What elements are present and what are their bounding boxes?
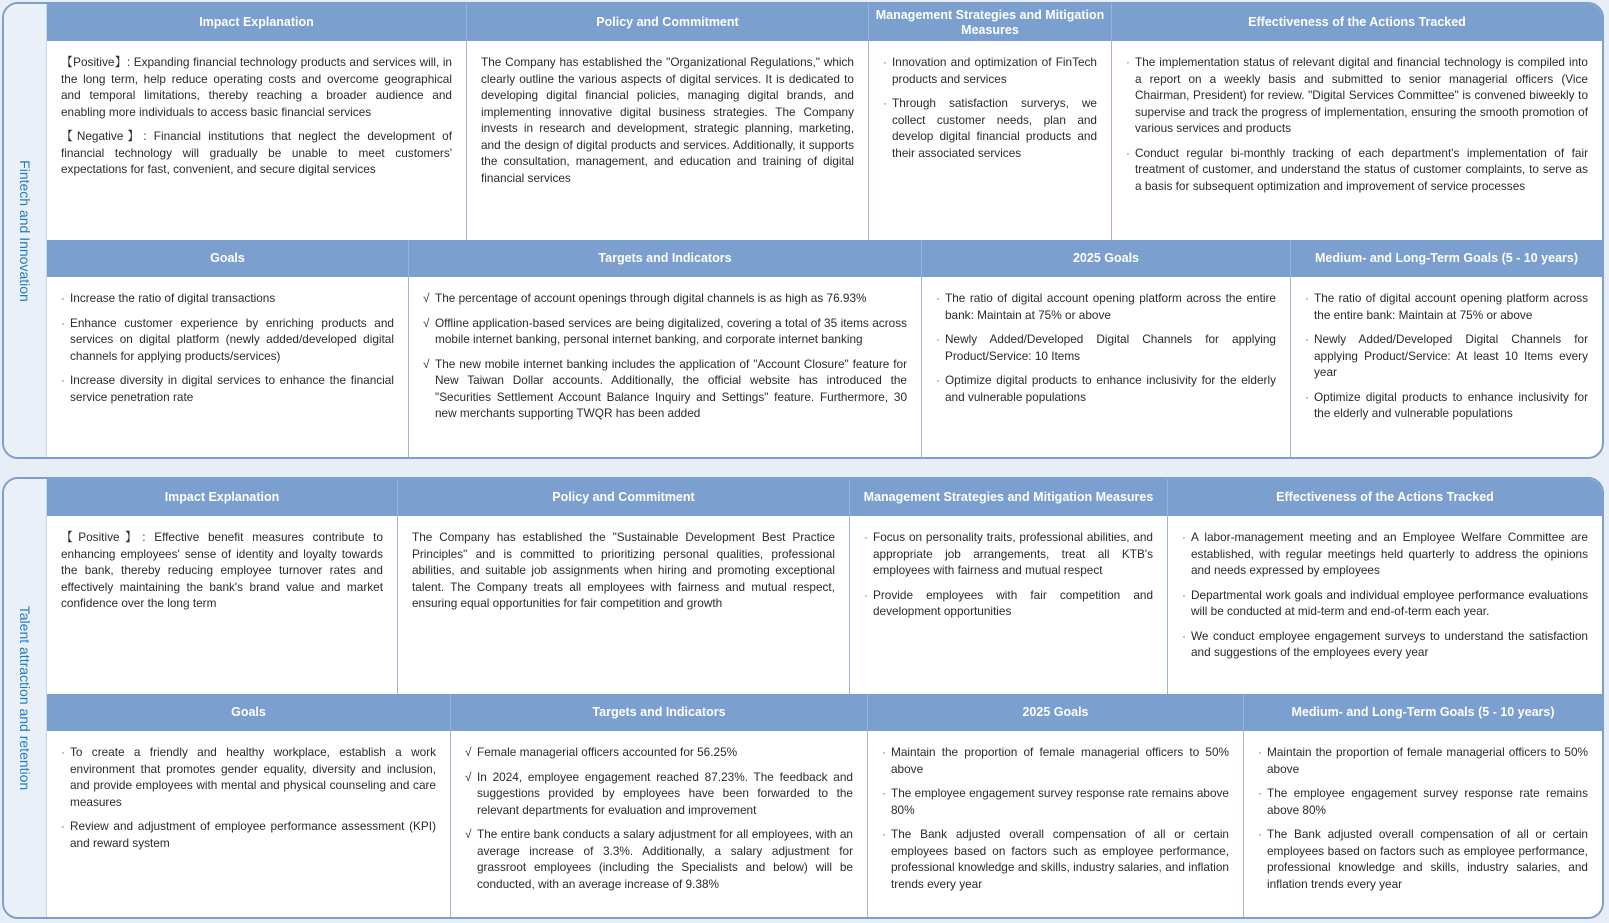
col-goals bbox=[47, 694, 451, 917]
column-body bbox=[47, 731, 450, 865]
col-long-term-goals bbox=[1291, 240, 1602, 457]
column-body bbox=[47, 277, 408, 419]
column-header: Effectiveness of the Actions Tracked bbox=[1112, 4, 1602, 41]
section-title-bar bbox=[4, 4, 47, 457]
paragraph: 【Positive】: Effective benefit measures contribute to enhancing employees' sense of identity and loyalty towards the bank, thereby reducing employee turnover rates and effectively maintaining the bank's brand value and market confidence over the long term bbox=[61, 530, 383, 610]
col-impact-explanation bbox=[47, 4, 467, 240]
check-item: √ The entire bank conducts a salary adjustment for all employees, with an average increase of 3.3%. Additionally, a salary adjustment for grassroot employees (including the Specialists and below) will be conducted, with an average increase of 9.38% bbox=[465, 826, 853, 892]
column-body bbox=[1112, 41, 1602, 208]
col-management-strategies bbox=[850, 479, 1168, 694]
list-item: · Increase diversity in digital services to enhance the financial service penetration rate bbox=[61, 372, 394, 405]
column-body bbox=[409, 277, 921, 436]
column-header: 2025 Goals bbox=[868, 694, 1243, 731]
row-goals-targets bbox=[47, 694, 1602, 917]
list-item: · The Bank adjusted overall compensation of all or certain employees based on factors such as employee performance, professional knowledge and skills, industry salaries, and inflation trends every year bbox=[1258, 826, 1588, 892]
column-body bbox=[1168, 516, 1602, 675]
list-item: · Departmental work goals and individual employee performance evaluations will be conducted at mid-term and end-of-term each year. bbox=[1182, 587, 1588, 620]
check-item: √ Female managerial officers accounted for 56.25% bbox=[465, 744, 853, 761]
column-body bbox=[47, 41, 466, 192]
list-item: · Newly Added/Developed Digital Channels for applying Product/Service: 10 Items bbox=[936, 331, 1276, 364]
column-header: Policy and Commitment bbox=[467, 4, 868, 41]
list-item: · The Bank adjusted overall compensation of all or certain employees based on factors such as employee performance, professional knowledge and skills, industry salaries, and inflation trends every year bbox=[882, 826, 1229, 892]
section-title: Fintech and Innovation bbox=[17, 159, 33, 302]
list-item: · The ratio of digital account opening platform across the entire bank: Maintain at 75% or above bbox=[1305, 290, 1588, 323]
col-2025-goals bbox=[868, 694, 1244, 917]
column-header: Goals bbox=[47, 240, 408, 277]
list-item: · We conduct employee engagement surveys to understand the satisfaction and suggestions of the employees every year bbox=[1182, 628, 1588, 661]
column-header: Medium- and Long-Term Goals (5 - 10 years) bbox=[1291, 240, 1602, 277]
paragraph: The Company has established the "Sustainable Development Best Practice Principles" and is committed to prioritizing personal qualities, professional abilities, and suitable job assignments when hiring and promoting exceptional talent. The Company treats all employees with fairness and mutual respect, ensuring equal opportunities for fair competition and growth bbox=[412, 530, 835, 610]
row-impact-policy bbox=[47, 4, 1602, 241]
column-header: Targets and Indicators bbox=[451, 694, 867, 731]
list-item: · Optimize digital products to enhance inclusivity for the elderly and vulnerable populations bbox=[1305, 389, 1588, 422]
list-item: · To create a friendly and healthy workplace, establish a work environment that promotes gender equality, diversity and inclusion, and provide employees with mental and physical counseling and care measures bbox=[61, 744, 436, 810]
column-body bbox=[467, 41, 868, 200]
col-long-term-goals bbox=[1244, 694, 1602, 917]
column-body bbox=[868, 731, 1243, 906]
column-header: Goals bbox=[47, 694, 450, 731]
check-item: √ In 2024, employee engagement reached 87.23%. The feedback and suggestions provided by employees have been forwarded to the relevant departments for evaluation and improvement bbox=[465, 769, 853, 819]
list-item: · Through satisfaction surverys, we collect customer needs, plan and develop digital financial products and their associated services bbox=[883, 95, 1097, 161]
list-item: · The ratio of digital account opening platform across the entire bank: Maintain at 75% or above bbox=[936, 290, 1276, 323]
list-item: · Innovation and optimization of FinTech products and services bbox=[883, 54, 1097, 87]
section-title: Talent attraction and retention bbox=[17, 605, 33, 791]
column-header: Effectiveness of the Actions Tracked bbox=[1168, 479, 1602, 516]
list-item: · Newly Added/Developed Digital Channels for applying Product/Service: At least 10 Items every year bbox=[1305, 331, 1588, 381]
col-effectiveness bbox=[1168, 479, 1602, 694]
col-2025-goals bbox=[922, 240, 1291, 457]
col-policy-commitment bbox=[467, 4, 869, 240]
check-item: √ Offline application-based services are being digitalized, covering a total of 35 items across mobile internet banking, personal internet banking, and corporate internet banking bbox=[423, 315, 907, 348]
column-header: Policy and Commitment bbox=[398, 479, 849, 516]
list-item: · Enhance customer experience by enriching products and services on digital platform (newly added/developed digital channels for applying products/services) bbox=[61, 315, 394, 365]
col-targets-indicators bbox=[451, 694, 868, 917]
paragraph: 【Positive】: Expanding financial technology products and services will, in the long term, help reduce operating costs and overcome geographical and temporal limitations, thereby reaching a broader audience and enabling more individuals to access basic financial services bbox=[61, 55, 452, 119]
list-item: · Optimize digital products to enhance inclusivity for the elderly and vulnerable populations bbox=[936, 372, 1276, 405]
col-effectiveness bbox=[1112, 4, 1602, 240]
list-item: · Increase the ratio of digital transactions bbox=[61, 290, 394, 307]
column-header: Targets and Indicators bbox=[409, 240, 921, 277]
section-title-bar bbox=[4, 479, 47, 917]
column-header: Impact Explanation bbox=[47, 479, 397, 516]
column-header: Medium- and Long-Term Goals (5 - 10 years) bbox=[1244, 694, 1602, 731]
column-body bbox=[869, 41, 1111, 175]
column-body bbox=[922, 277, 1290, 419]
check-item: √ The new mobile internet banking includes the application of "Account Closure" feature for New Taiwan Dollar accounts. Additionally, the official website has introduced the "Securities Settlement Account Balance Inquiry and Settings" feature. Furthermore, 30 new merchants supporting TWQR has been added bbox=[423, 356, 907, 422]
paragraph: The Company has established the "Organizational Regulations," which clearly outline the various aspects of digital services. It is dedicated to developing digital financial policies, managing digital brands, and implementing innovative digital business strategies. The Company invests in research and development, strategic planning, marketing, and the design of digital products and services. Additionally, it supports the consultation, management, and education and training of digital financial services bbox=[481, 55, 854, 185]
list-item: · Maintain the proportion of female managerial officers to 50% above bbox=[1258, 744, 1588, 777]
column-body bbox=[451, 731, 867, 906]
list-item: · Maintain the proportion of female managerial officers to 50% above bbox=[882, 744, 1229, 777]
col-policy-commitment bbox=[398, 479, 850, 694]
list-item: · The employee engagement survey response rate remains above 80% bbox=[1258, 785, 1588, 818]
row-goals-targets bbox=[47, 240, 1602, 457]
column-body bbox=[47, 516, 397, 626]
section-talent bbox=[2, 477, 1604, 919]
list-item: · Review and adjustment of employee performance assessment (KPI) and reward system bbox=[61, 818, 436, 851]
column-body bbox=[1291, 277, 1602, 436]
column-body bbox=[850, 516, 1167, 634]
list-item: · Provide employees with fair competition and development opportunities bbox=[864, 587, 1153, 620]
column-body bbox=[1244, 731, 1602, 906]
list-item: · Focus on personality traits, professional abilities, and appropriate job arrangements, treat all KTB's employees with fairness and mutual respect bbox=[864, 529, 1153, 579]
col-goals bbox=[47, 240, 409, 457]
list-item: · A labor-management meeting and an Employee Welfare Committee are established, with regular meetings held quarterly to address the opinions and needs expressed by employees bbox=[1182, 529, 1588, 579]
list-item: · Conduct regular bi-monthly tracking of each department's implementation of fair treatment of customer, and understand the status of customer complaints, to serve as a basis for subsequent optimization and improvement of service processes bbox=[1126, 145, 1588, 195]
col-targets-indicators bbox=[409, 240, 922, 457]
section-fintech bbox=[2, 2, 1604, 459]
row-impact-policy bbox=[47, 479, 1602, 695]
paragraph: 【Negative】: Financial institutions that neglect the development of financial technology will gradually be unable to meet customers' expectations for fast, convenient, and secure digital services bbox=[61, 129, 452, 176]
list-item: · The employee engagement survey response rate remains above 80% bbox=[882, 785, 1229, 818]
column-header: Management Strategies and Mitigation Measures bbox=[850, 479, 1167, 516]
column-header: Management Strategies and Mitigation Measures bbox=[869, 4, 1111, 41]
col-management-strategies bbox=[869, 4, 1112, 240]
column-body bbox=[398, 516, 849, 626]
column-header: Impact Explanation bbox=[47, 4, 466, 41]
check-item: √ The percentage of account openings through digital channels is as high as 76.93% bbox=[423, 290, 907, 307]
list-item: · The implementation status of relevant digital and financial technology is compiled into a report on a weekly basis and submitted to senior managerial officers (Vice Chairman, President) for review. "Digital Services Committee" is convened biweekly to supervise and track the progress of implementation, ensuring the smooth promotion of various services and products bbox=[1126, 54, 1588, 137]
col-impact-explanation bbox=[47, 479, 398, 694]
column-header: 2025 Goals bbox=[922, 240, 1290, 277]
